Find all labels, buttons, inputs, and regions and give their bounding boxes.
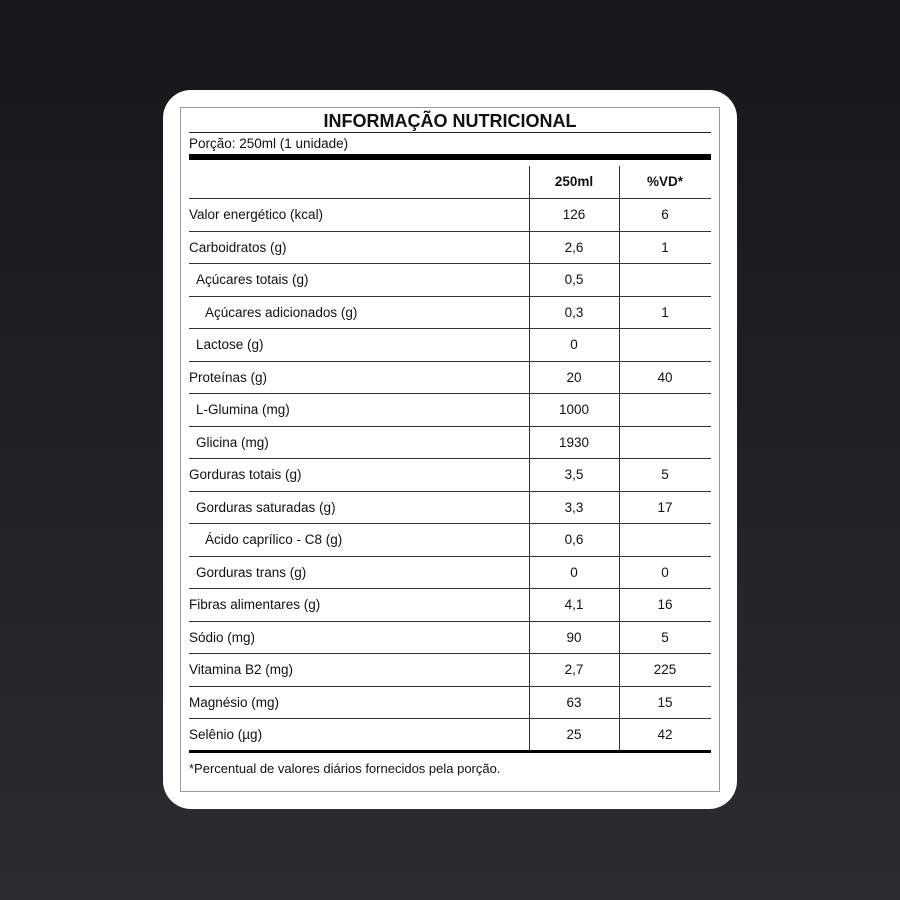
- nutrient-amount: 2,6: [564, 239, 584, 255]
- nutrition-label-card: [163, 90, 737, 809]
- nutrient-amount: 3,5: [564, 467, 584, 482]
- nutrient-amount: 2,7: [564, 662, 584, 677]
- nutrient-daily-value: 5: [661, 467, 669, 482]
- nutrient-amount: 20: [566, 369, 582, 385]
- table-row: [189, 264, 711, 297]
- table-row: [189, 362, 711, 395]
- nutrient-amount: 1000: [558, 402, 590, 417]
- footnote: *Percentual de valores diários fornecidos pela porção.: [189, 761, 501, 776]
- nutrient-daily-value: 5: [661, 629, 669, 645]
- nutrient-amount: 63: [566, 694, 582, 710]
- nutrient-name: L-Glumina (mg): [196, 402, 290, 417]
- nutrient-name: Lactose (g): [196, 337, 264, 352]
- nutrient-name: Gorduras trans (g): [196, 564, 307, 580]
- nutrient-name: Vitamina B2 (mg): [189, 662, 294, 677]
- table-row: [189, 557, 711, 590]
- nutrient-amount: 1930: [558, 434, 590, 450]
- header-daily-value: %VD*: [646, 174, 683, 189]
- nutrient-name: Carboidratos (g): [189, 239, 287, 255]
- nutrient-amount: 4,1: [564, 597, 584, 612]
- table-row: [189, 427, 711, 460]
- table-row: [189, 459, 711, 492]
- nutrient-name: Açúcares totais (g): [196, 272, 309, 287]
- nutrient-daily-value: [619, 427, 711, 459]
- nutrient-amount: 0: [570, 337, 578, 352]
- nutrient-daily-value: 15: [657, 694, 673, 710]
- table-row: [189, 297, 711, 330]
- nutrient-name: Ácido caprílico - C8 (g): [205, 532, 343, 547]
- nutrient-name: Sódio (mg): [189, 629, 256, 645]
- nutrient-name: Gorduras totais (g): [189, 467, 302, 482]
- title-divider: [189, 132, 711, 133]
- table-row: [189, 199, 711, 232]
- nutrient-name: Selênio (µg): [189, 727, 263, 742]
- nutrient-name: Proteínas (g): [189, 369, 268, 385]
- nutrient-daily-value: [619, 394, 711, 426]
- nutrient-amount: 0,6: [564, 532, 584, 547]
- nutrient-name: Fibras alimentares (g): [189, 597, 321, 612]
- nutrient-daily-value: [619, 329, 711, 361]
- nutrient-daily-value: 42: [657, 727, 673, 742]
- table-row: [189, 589, 711, 622]
- nutrient-amount: 0,3: [564, 304, 584, 320]
- nutrient-daily-value: 40: [657, 369, 673, 385]
- table-row: [189, 524, 711, 557]
- nutrient-daily-value: 225: [653, 662, 677, 677]
- table-row: [189, 654, 711, 687]
- portion-text: Porção: 250ml (1 unidade): [189, 136, 349, 151]
- nutrient-name: Açúcares adicionados (g): [205, 304, 358, 320]
- nutrient-amount: 0,5: [564, 272, 584, 287]
- nutrient-amount: 3,3: [564, 499, 584, 515]
- nutrient-amount: 0: [570, 564, 578, 580]
- nutrient-daily-value: 1: [661, 304, 669, 320]
- nutrient-name: Gorduras saturadas (g): [196, 499, 336, 515]
- nutrient-daily-value: 0: [661, 564, 669, 580]
- table-row: [189, 492, 711, 525]
- nutrient-amount: 90: [566, 629, 582, 645]
- table-row: [189, 232, 711, 265]
- nutrient-daily-value: 16: [657, 597, 673, 612]
- table-header-row: [189, 166, 711, 199]
- nutrient-name: Glicina (mg): [196, 434, 269, 450]
- nutrient-amount: 126: [562, 207, 586, 222]
- label-title: INFORMAÇÃO NUTRICIONAL: [323, 111, 577, 131]
- header-amount: 250ml: [554, 174, 594, 189]
- nutrient-daily-value: 1: [661, 239, 669, 255]
- nutrient-daily-value: 6: [661, 207, 669, 222]
- nutrient-daily-value: [619, 264, 711, 296]
- header-nutrient: [189, 166, 529, 198]
- table-row: [189, 329, 711, 362]
- table-row: [189, 687, 711, 720]
- table-row: [189, 719, 711, 752]
- table-row: [189, 622, 711, 655]
- bottom-divider: [189, 750, 711, 753]
- nutrient-name: Magnésio (mg): [189, 694, 280, 710]
- nutrient-daily-value: [619, 524, 711, 556]
- nutrient-daily-value: 17: [657, 499, 673, 515]
- nutrient-name: Valor energético (kcal): [189, 207, 324, 222]
- nutrient-amount: 25: [566, 727, 582, 742]
- thick-divider: [189, 154, 711, 160]
- table-row: [189, 394, 711, 427]
